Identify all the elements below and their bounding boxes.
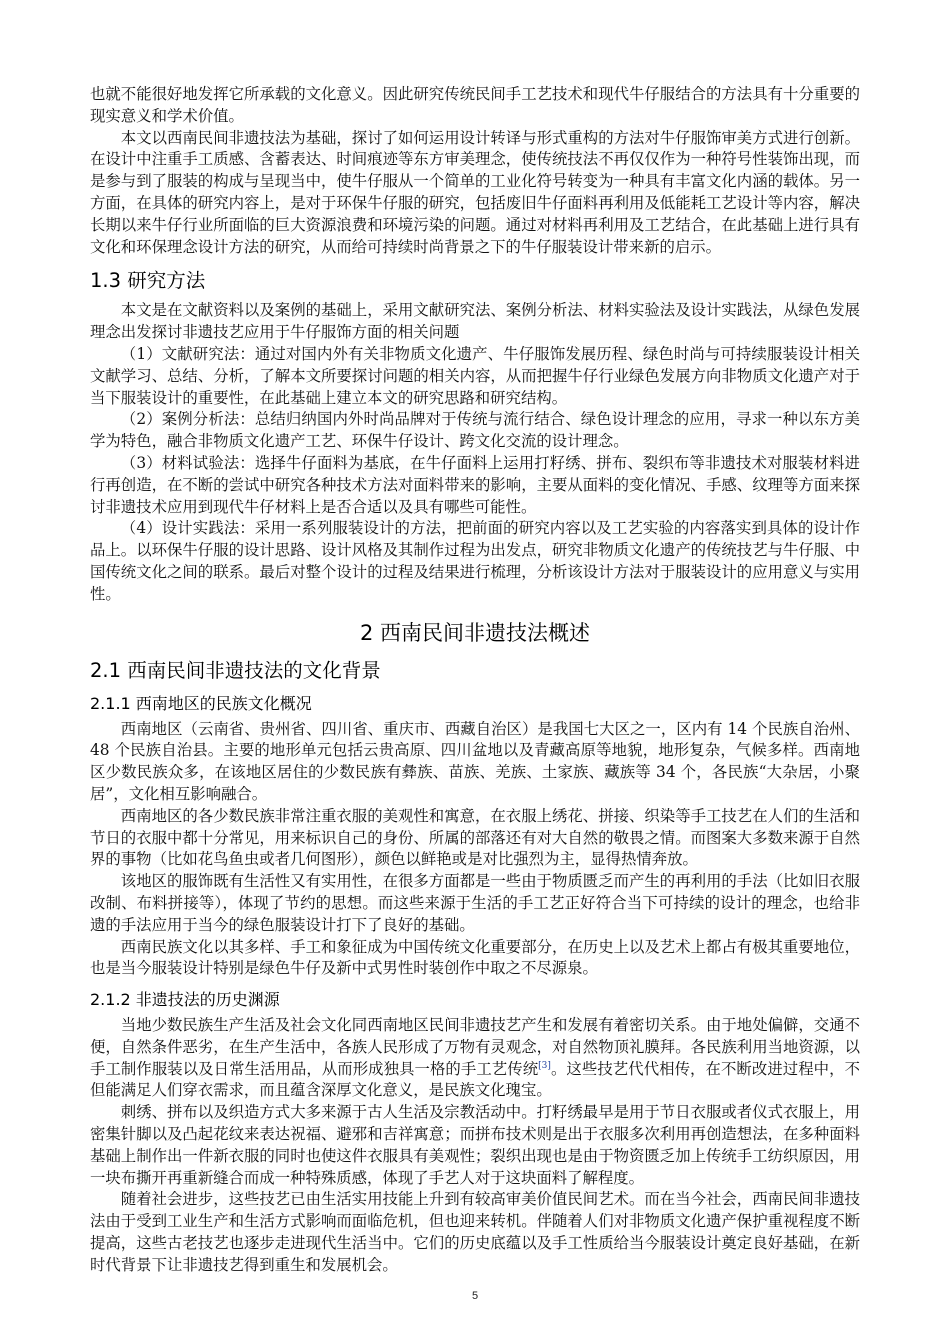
section-heading: 2.1 西南民间非遗技法的文化背景: [90, 658, 381, 682]
paragraph: （3）材料试验法：选择牛仔面料为基底，在牛仔面料上运用打籽绣、拼布、裂织布等非遗技术对服装材料进行再创造，在不断的尝试中研究各种技术方法对面料带来的影响，主要从面料的变化情况、手感、纹理等方面来探讨非遗技术应用到现代牛仔材料上是否合适以及具有哪些可能性。: [90, 453, 860, 516]
paragraph: 刺绣、拼布以及织造方式大多来源于古人生活及宗教活动中。打籽绣最早是用于节日衣服或者仪式衣服上，用密集针脚以及凸起花纹来表达祝福、避邪和吉祥寓意；而拼布技术则是出于衣服多次利用再创造想法，在多种面料基础上制作出一件新衣服的同时也使这件衣服具有美观性；裂织出现也是由于物资匮乏加上传统手工纺织原因，用一块布撕开再重新缝合而成一种特殊质感，体现了手艺人对于这块面料了解程度。: [90, 1103, 860, 1187]
subsection-heading: 2.1.2 非遗技法的历史渊源: [90, 990, 280, 1010]
paragraph: 西南地区的各少数民族非常注重衣服的美观性和寓意，在衣服上绣花、拼接、织染等手工技艺在人们的生活和节日的衣服中都十分常见，用来标识自己的身份、所属的部落还有对大自然的敬畏之情。而图案大多数来源于自然界的事物（比如花鸟鱼虫或者几何图形），颜色以鲜艳或是对比强烈为主，显得热情奔放。: [90, 806, 860, 869]
paragraph: [90, 1015, 860, 1102]
paragraph: 也就不能很好地发挥它所承载的文化意义。因此研究传统民间手工艺技术和现代牛仔服结合的方法具有十分重要的现实意义和学术价值。: [90, 85, 860, 125]
paragraph: 该地区的服饰既有生活性又有实用性，在很多方面都是一些由于物质匮乏而产生的再利用的手法（比如旧衣服改制、布料拼接等），体现了节约的思想。而这些来源于生活的手工艺正好符合当下可持续的设计的理念，也给非遗的手法应用于当今的绿色服装设计打下了良好的基础。: [90, 872, 860, 934]
paragraph-text: 。这些技艺代代相传，在不断改进过程中，不但能满足人们穿衣需求，而且蕴含深厚文化意义，是民族文化瑰宝。: [90, 1059, 860, 1100]
section-heading: 1.3 研究方法: [90, 269, 206, 293]
page-body: [90, 84, 860, 1277]
paragraph: 随着社会进步，这些技艺已由生活实用技能上升到有较高审美价值民间艺术。而在当今社会，西南民间非遗技法由于受到工业生产和生活方式影响而面临危机，但也迎来转机。伴随着人们对非物质文化遗产保护重视程度不断提高，这些古老技艺也逐步走进现代生活当中。它们的历史底蕴以及手工性质给当今服装设计奠定良好基础，在新时代背景下让非遗技艺得到重生和发展机会。: [90, 1190, 860, 1274]
paragraph: （2）案例分析法：总结归纳国内外时尚品牌对于传统与流行结合、绿色设计理念的应用，寻求一种以东方美学为特色，融合非物质文化遗产工艺、环保牛仔设计、跨文化交流的设计理念。: [90, 410, 860, 451]
paragraph: （1）文献研究法：通过对国内外有关非物质文化遗产、牛仔服饰发展历程、绿色时尚与可持续服装设计相关文献学习、总结、分析，了解本文所要探讨问题的相关内容，从而把握牛仔行业绿色发展方向非物质文化遗产对于当下服装设计的重要性，在此基础上建立本文的研究思路和研究结构。: [90, 344, 860, 407]
citation-link[interactable]: [3]: [538, 1060, 551, 1071]
paragraph-text: 当地少数民族生产生活及社会文化同西南地区民间非遗技艺产生和发展有着密切关系。由于地处偏僻，交通不便，自然条件恶劣，在生产生活中，各族人民形成了万物有灵观念，对自然物顶礼膜拜。各民族利用当地资源，以手工制作服装以及日常生活用品，从而形成独具一格的手工艺传统: [90, 1016, 860, 1078]
paragraph: 西南民族文化以其多样、手工和象征成为中国传统文化重要部分，在历史上以及艺术上都占有极其重要地位，也是当今服装设计特别是绿色牛仔及新中式男性时装创作中取之不尽源泉。: [90, 937, 860, 978]
paragraph: 本文以西南民间非遗技法为基础，探讨了如何运用设计转译与形式重构的方法对牛仔服饰审美方式进行创新。在设计中注重手工质感、含蓄表达、时间痕迹等东方审美理念，使传统技法不再仅仅作为一种符号性装饰出现，而是参与到了服装的构成与呈现当中，使牛仔服从一个简单的工业化符号转变为一种具有丰富文化内涵的载体。另一方面，在具体的研究内容上，是对于环保牛仔服的研究，包括废旧牛仔面料再利用及低能耗工艺设计等内容，解决长期以来牛仔行业所面临的巨大资源浪费和环境污染的问题。通过对材料再利用及工艺结合，在此基础上进行具有文化和环保理念设计方法的研究，从而给可持续时尚背景之下的牛仔服装设计带来新的启示。: [90, 128, 860, 256]
page-number: 5: [471, 1290, 479, 1302]
paragraph: 西南地区（云南省、贵州省、四川省、重庆市、西藏自治区）是我国七大区之一，区内有 14 个民族自治州、48 个民族自治县。主要的地形单元包括云贵高原、四川盆地以及青藏高原等地貌，地形复杂，气候多样。西南地区少数民族众多，在该地区居住的少数民族有彝族、苗族、羌族、土家族、藏族等 34 个，各民族“大杂居，小聚居”，文化相互影响融合。: [90, 719, 860, 803]
paragraph: （4）设计实践法：采用一系列服装设计的方法，把前面的研究内容以及工艺实验的内容落实到具体的设计作品上。以环保牛仔服的设计思路、设计风格及其制作过程为出发点，研究非物质文化遗产的传统技艺与牛仔服、中国传统文化之间的联系。最后对整个设计的过程及结果进行梳理，分析该设计方法对于服装设计的应用意义与实用性。: [90, 519, 860, 603]
subsection-heading: 2.1.1 西南地区的民族文化概况: [90, 693, 312, 713]
paragraph: 本文是在文献资料以及案例的基础上，采用文献研究法、案例分析法、材料实验法及设计实践法，从绿色发展理念出发探讨非遗技艺应用于牛仔服饰方面的相关问题: [90, 301, 860, 342]
chapter-heading: 2 西南民间非遗技法概述: [359, 620, 591, 645]
